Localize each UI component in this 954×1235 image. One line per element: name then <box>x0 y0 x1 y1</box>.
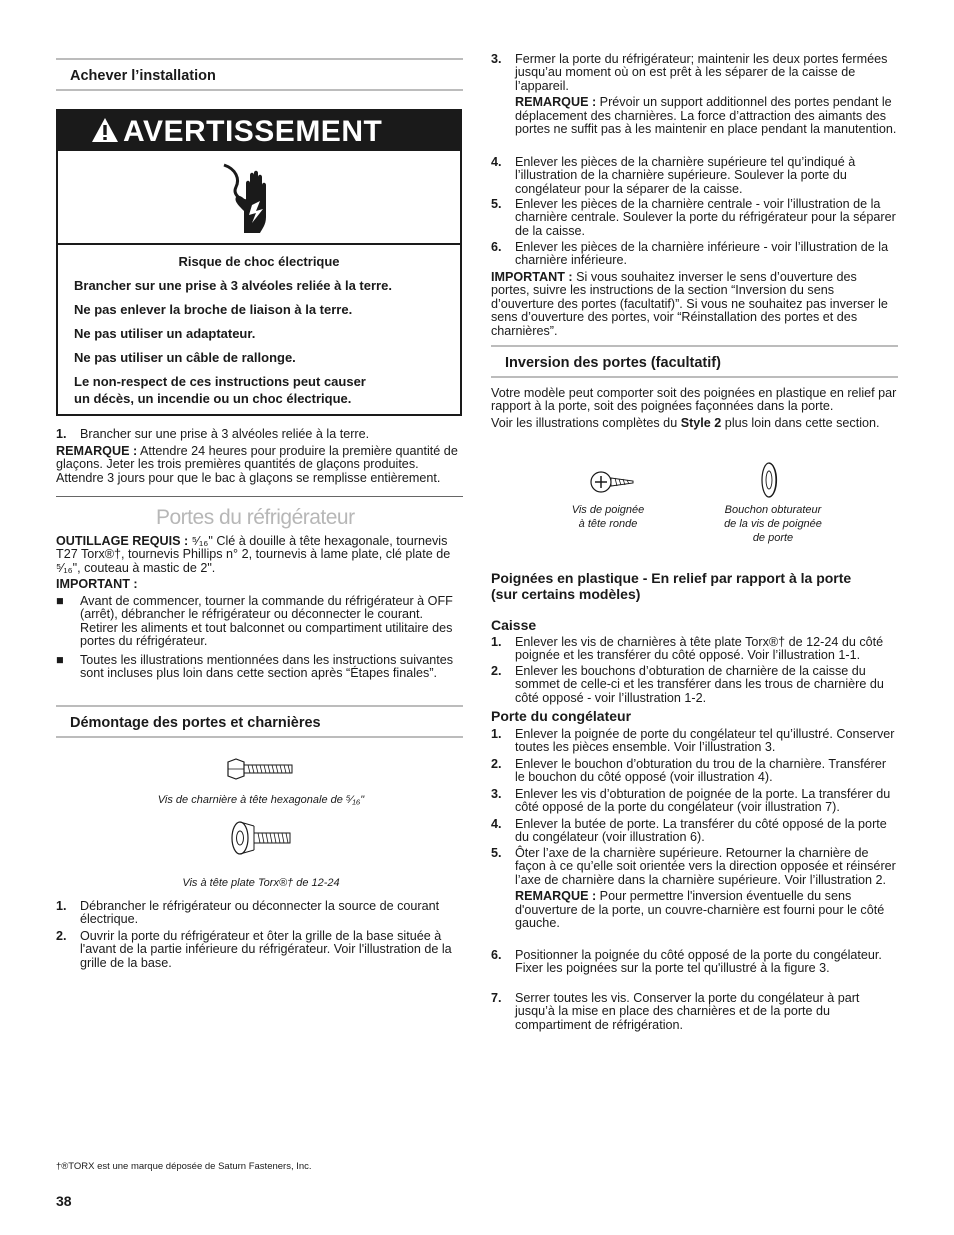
remarque-label: REMARQUE : <box>515 889 597 904</box>
plug-cap-icon <box>759 460 783 500</box>
warning-image-area <box>58 151 460 245</box>
section-header-achever <box>56 58 463 91</box>
remarque-paragraph <box>515 96 898 136</box>
divider <box>56 496 463 497</box>
page-title: Portes du réfrigérateur <box>156 506 355 529</box>
warning-line: Ne pas utiliser un adaptateur. <box>74 326 256 341</box>
item-text: Enlever le bouchon d’obturation du trou de la charnière. Transférer le bouchon du côté opposé (voir illustration 4). <box>515 757 887 785</box>
item-number: 1. <box>56 427 67 441</box>
item-text: Ôter l’axe de la charnière supérieure. Retourner la charnière de façon à ce qu’elle soit orientée vers la direction opposée et réinsérer l’axe de charnière dans la charnière supérieure. Voir l’illustration 2. <box>515 846 896 887</box>
warning-line: Le non-respect de ces instructions peut causer <box>74 374 366 389</box>
list-item <box>56 654 463 681</box>
warning-line: Ne pas utiliser un câble de rallonge. <box>74 350 296 365</box>
hex-screw-icon <box>226 758 294 780</box>
warning-title: AVERTISSEMENT <box>123 115 383 148</box>
item-text: Enlever les pièces de la charnière supérieure tel qu’indiqué à l’illustration de la charnière supérieure. Soulever la porte du congélateur pour la séparer de la caisse. <box>515 155 856 196</box>
warning-box <box>56 109 462 416</box>
item-number: 1. <box>491 635 502 649</box>
item-number: 2. <box>56 929 67 943</box>
important-label: IMPORTANT : <box>56 577 138 591</box>
item-number: 1. <box>491 727 502 741</box>
item-text: Enlever les pièces de la charnière centrale - voir l’illustration de la charnière centrale. Soulever la porte du réfrigérateur pour la séparer de la caisse. <box>515 197 896 238</box>
list-item <box>56 900 463 927</box>
list-item <box>491 53 898 136</box>
item-text: Débrancher le réfrigérateur ou déconnecter la source de courant électrique. <box>80 899 440 927</box>
list-item <box>491 788 898 815</box>
item-text: Enlever les vis d’obturation de poignée de la porte. La transférer du côté opposé de la porte du congélateur (voir illustration 7). <box>515 787 891 815</box>
list-item <box>56 595 463 649</box>
caption-line: Bouchon obturateur <box>724 504 822 516</box>
bullet-icon: ■ <box>56 594 64 608</box>
item-number: 6. <box>491 948 502 962</box>
remarque-label: REMARQUE : <box>56 444 138 458</box>
item-number: 4. <box>491 155 502 169</box>
remarque-label: REMARQUE : <box>515 95 597 110</box>
list-item <box>491 156 898 196</box>
list-item <box>491 992 898 1032</box>
warning-triangle-icon <box>91 117 119 143</box>
caption-plug-cap <box>703 503 843 545</box>
remarque-text: Prévoir un support additionnel des portes pendant le déplacement des charnières. La force d’attraction des aimants des portes ne suffit pas à les maintenir en place pendant la manutention. <box>515 95 897 137</box>
page-number: 38 <box>56 1193 72 1209</box>
subsection-porte-congelateur: Porte du congélateur <box>491 708 632 724</box>
list-item <box>491 636 898 663</box>
item-text: Serrer toutes les vis. Conserver la porte du congélateur à part jusqu’à la mise en place des charnières et de la porte du compartiment de réfrigération. <box>515 991 860 1032</box>
subsection-caisse: Caisse <box>491 617 537 633</box>
item-number: 3. <box>491 52 502 66</box>
subsection-title-line: (sur certains modèles) <box>491 586 641 602</box>
item-text: Toutes les illustrations mentionnées dans les instructions suivantes sont incluses plus loin dans cette section après “Étapes finales”. <box>80 653 454 681</box>
warning-line: Brancher sur une prise à 3 alvéoles reliée à la terre. <box>74 278 392 293</box>
section-title: Inversion des portes (facultatif) <box>505 355 721 371</box>
item-number: 3. <box>491 787 502 801</box>
list-item <box>491 665 898 705</box>
item-number: 5. <box>491 846 502 860</box>
footnote: †®TORX est une marque déposée de Saturn Fasteners, Inc. <box>56 1161 312 1172</box>
section-header-inversion <box>491 345 898 378</box>
item-text: Enlever les pièces de la charnière inférieure - voir l’illustration de la charnière inférieure. <box>515 240 889 268</box>
item-text: Fermer la porte du réfrigérateur; maintenir les deux portes fermées jusqu’au moment où on est prêt à les séparer de la caisse de l’appareil. <box>515 52 888 93</box>
torx-screw-icon <box>230 820 292 856</box>
list-item <box>491 728 898 755</box>
section-header-demontage <box>56 705 463 738</box>
item-number: 2. <box>491 757 502 771</box>
item-number: 5. <box>491 197 502 211</box>
item-text: Avant de commencer, tourner la commande du réfrigérateur à OFF (arrêt), débrancher le réfrigérateur ou déconnecter le courant. Retirer les aliments et tout balconnet ou compartiment utilitaire des portes du réfrigérateur. <box>80 594 453 649</box>
important-paragraph <box>491 271 898 338</box>
section-title: Achever l’installation <box>70 68 216 84</box>
intro-bold: Style 2 <box>680 416 722 430</box>
section-title: Démontage des portes et charnières <box>70 715 321 731</box>
important-text: Si vous souhaitez inverser le sens d’ouverture des portes, suivre les instructions de la section “Inversion du sens d’ouverture des portes (facultatif)”. Si vous ne souhaitez pas inverser le sens d’ouverture des portes, voir “Réinstallation des portes et des charnières”. <box>491 270 888 338</box>
bullet-icon: ■ <box>56 653 64 667</box>
caption-line: à tête ronde <box>578 518 638 530</box>
list-item <box>56 930 463 970</box>
caption-line: de la vis de poignée <box>724 518 822 530</box>
round-head-screw-icon <box>589 468 637 496</box>
intro-paragraph <box>491 417 898 430</box>
list-item <box>491 198 898 238</box>
item-text: Brancher sur une prise à 3 alvéoles reliée à la terre. <box>80 427 370 441</box>
list-item <box>491 758 898 785</box>
caption-hex-screw: Vis de charnière à tête hexagonale de ⁵⁄₁₆" <box>157 794 365 806</box>
warning-header <box>58 111 460 151</box>
caption-line: Vis de poignée <box>571 504 645 516</box>
outillage-label: OUTILLAGE REQUIS : <box>56 534 189 548</box>
warning-line: un décès, un incendie ou un choc électrique. <box>74 391 352 406</box>
item-number: 6. <box>491 240 502 254</box>
item-number: 2. <box>491 664 502 678</box>
item-number: 7. <box>491 991 502 1005</box>
list-item <box>491 818 898 845</box>
remarque-text: Attendre 24 heures pour produire la première quantité de glaçons. Jeter les trois premières quantités de glaçons produites. Attendre 3 jours pour que le bac à glaçons se remplisse entièrement. <box>56 444 458 485</box>
subsection-title-line: Poignées en plastique - En relief par rapport à la porte <box>491 570 852 586</box>
caption-torx-screw: Vis à tête plate Torx®† de 12-24 <box>182 877 340 889</box>
list-item <box>491 847 898 930</box>
remarque-paragraph <box>56 445 463 485</box>
item-number: 1. <box>56 899 67 913</box>
remarque-paragraph <box>515 890 898 930</box>
item-text: Positionner la poignée du côté opposé de la porte du congélateur. Fixer les poignées sur la porte tel qu'illustré à la figure 3. <box>515 948 882 976</box>
item-text: Ouvrir la porte du réfrigérateur et ôter la grille de la base située à l'avant de la partie inférieure du réfrigérateur. Voir l'illustration de la grille de la base. <box>80 929 452 970</box>
warning-line: Ne pas enlever la broche de liaison à la terre. <box>74 302 353 317</box>
outillage-text: ⁵⁄₁₆" Clé à douille à tête hexagonale, tournevis T27 Torx®†, tournevis Phillips n° 2, tournevis à lame plate, clé plate de ⁵⁄₁₆", couteau à mastic de 2". <box>56 534 451 575</box>
intro-text: Voir les illustrations complètes du <box>491 416 681 430</box>
list-item <box>56 428 463 441</box>
caption-round-screw <box>543 503 673 531</box>
item-text: Enlever les vis de charnières à tête plate Torx®† de 12-24 du côté poignée et les transférer du côté opposé. Voir l’illustration 1-1. <box>515 635 884 663</box>
intro-paragraph: Votre modèle peut comporter soit des poignées en plastique en relief par rapport à la porte, soit des poignées façonnées dans la porte. <box>491 386 897 414</box>
important-label: IMPORTANT : <box>491 270 573 284</box>
item-text: Enlever la butée de porte. La transférer du côté opposé de la porte du congélateur (voir illustration 6). <box>515 817 887 845</box>
list-item <box>491 949 898 976</box>
electric-shock-hand-icon <box>216 161 286 235</box>
intro-text: plus loin dans cette section. <box>721 416 880 430</box>
outillage-paragraph <box>56 535 463 575</box>
item-text: Enlever les bouchons d’obturation de charnière de la caisse du sommet de celle-ci et les transférer dans les trous de charnière du côté opposé - voir l’illustration 1-2. <box>515 664 884 705</box>
list-item <box>491 241 898 268</box>
item-text: Enlever la poignée de porte du congélateur tel qu’illustré. Conserver toutes les pièces ensemble. Voir l’illustration 3. <box>515 727 895 755</box>
remarque-text: Pour permettre l'inversion éventuelle du sens d'ouverture de la porte, un couvre-charnière est fourni pour le côté gauche. <box>515 889 885 931</box>
subsection-title <box>491 570 851 602</box>
item-number: 4. <box>491 817 502 831</box>
warning-line-risk: Risque de choc électrique <box>178 254 340 269</box>
caption-line: de porte <box>752 532 794 544</box>
